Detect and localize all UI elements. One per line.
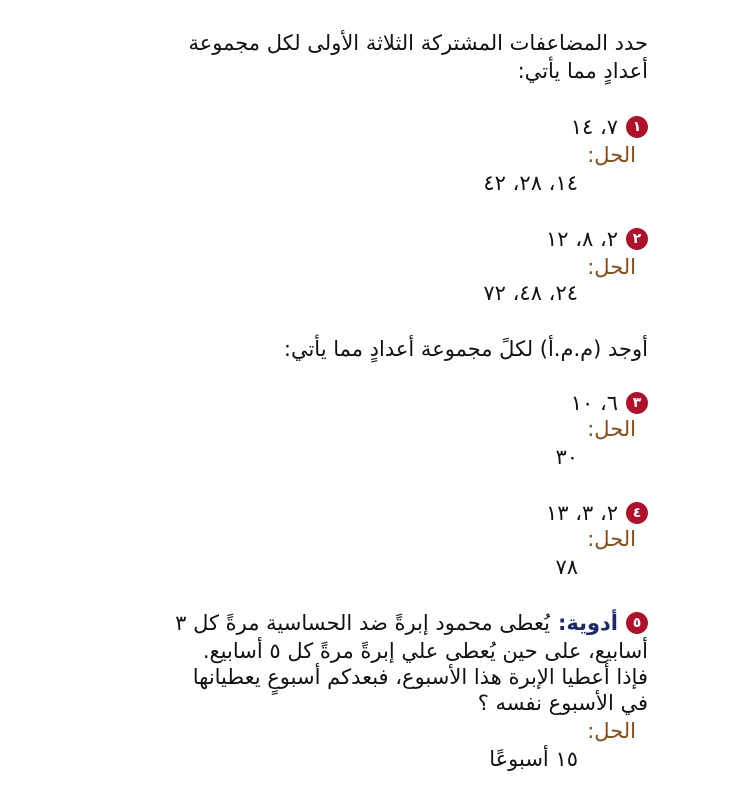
question-3 xyxy=(571,390,648,416)
question-number-badge: ١ xyxy=(626,116,648,138)
question-5-line-3: فإذا أعطيا الإبرة هذا الأسبوع، فبعدكم أسبوعٍ يعطيانها xyxy=(192,665,648,689)
question-5-line-1: يُعطى محمود إبرةً ضد الحساسية مرةً كل ٣ xyxy=(175,611,550,635)
question-number-badge: ٣ xyxy=(626,392,648,414)
intro-line-2: أعدادٍ مما يأتي: xyxy=(517,59,648,83)
question-number-badge: ٢ xyxy=(626,228,648,250)
solution-label: الحل: xyxy=(587,143,636,167)
question-2-text: ٢، ٨، ١٢ xyxy=(545,227,618,251)
answer-5: ١٥ أسبوعًا xyxy=(489,747,578,771)
intro-line-1: حدد المضاعفات المشتركة الثلاثة الأولى لكل مجموعة xyxy=(188,31,648,55)
question-number-badge: ٥ xyxy=(626,612,648,634)
question-4 xyxy=(546,500,648,526)
solution-label: الحل: xyxy=(587,719,636,743)
solution-label: الحل: xyxy=(587,255,636,279)
question-5-keyword: أدوية: xyxy=(557,611,618,635)
solution-label: الحل: xyxy=(587,527,636,551)
question-5-line-4: في الأسبوع نفسه ؟ xyxy=(477,691,648,715)
section-2-heading: أوجد (م.م.أ) لكلً مجموعة أعدادٍ مما يأتي: xyxy=(283,337,648,361)
solution-label: الحل: xyxy=(587,417,636,441)
answer-4: ٧٨ xyxy=(555,555,578,579)
question-3-text: ٦، ١٠ xyxy=(570,391,618,415)
answer-3: ٣٠ xyxy=(555,445,578,469)
question-1 xyxy=(571,114,648,140)
question-number-badge: ٤ xyxy=(626,502,648,524)
question-5 xyxy=(175,610,648,636)
answer-1: ١٤، ٢٨، ٤٢ xyxy=(483,171,578,195)
answer-2: ٢٤، ٤٨، ٧٢ xyxy=(483,281,578,305)
question-5-line-2: أسابيع، على حين يُعطى علي إبرةً مرةً كل ٥ أسابيع. xyxy=(202,639,648,663)
question-4-text: ٢، ٣، ١٣ xyxy=(545,501,618,525)
question-1-text: ٧، ١٤ xyxy=(570,115,618,139)
question-2 xyxy=(546,226,648,252)
